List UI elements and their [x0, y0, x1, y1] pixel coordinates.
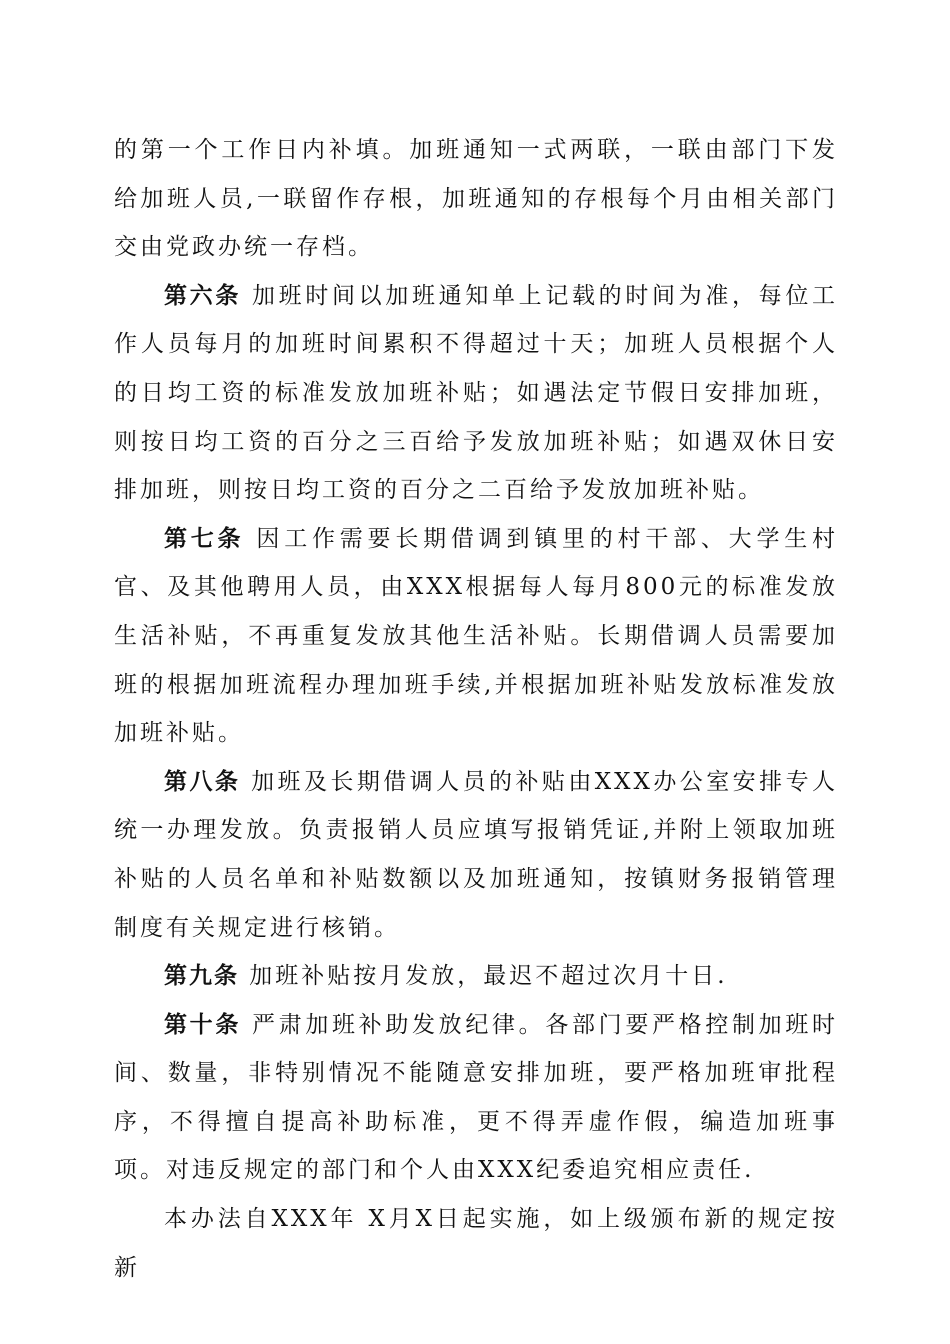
article-7 [114, 515, 838, 758]
paragraph-text: 本办法自XXX年 X月X日起实施，如上级颁布新的规定按新 [114, 1206, 838, 1281]
article-heading: 第六条 [164, 282, 242, 309]
article-8 [114, 758, 838, 952]
document-body [114, 126, 838, 1292]
article-heading: 第九条 [164, 963, 239, 990]
article-text: 加班补贴按月发放，最迟不超过次月十日. [239, 963, 728, 990]
article-heading: 第十条 [164, 1011, 242, 1038]
article-text: 加班时间以加班通知单上记载的时间为准，每位工作人员每月的加班时间累积不得超过十天；加班人员根据个人的日均工资的标准发放加班补贴；如遇法定节假日安排加班，则按日均工资的百分之三百给予发放加班补贴；如遇双休日安排加班，则按日均工资的百分之二百给予发放加班补贴。 [114, 282, 839, 504]
article-10 [114, 1001, 838, 1195]
paragraph-text: 的第一个工作日内补填。加班通知一式两联，一联由部门下发给加班人员,一联留作存根，加班通知的存根每个月由相关部门交由党政办统一存档。 [114, 137, 838, 261]
effective-date-paragraph [114, 1195, 838, 1292]
article-6 [114, 272, 838, 515]
article-text: 严肃加班补助发放纪律。各部门要严格控制加班时间、数量，非特别情况不能随意安排加班，要严格加班审批程序，不得擅自提高补助标准，更不得弄虚作假，编造加班事项。对违反规定的部门和个人由XXX纪委追究相应责任. [114, 1011, 839, 1184]
article-heading: 第八条 [164, 768, 241, 795]
paragraph-continuation [114, 126, 838, 272]
article-text: 因工作需要长期借调到镇里的村干部、大学生村官、及其他聘用人员，由XXX根据每人每月800元的标准发放生活补贴，不再重复发放其他生活补贴。长期借调人员需要加班的根据加班流程办理加班手续,并根据加班补贴发放标准发放加班补贴。 [114, 525, 839, 747]
article-text: 加班及长期借调人员的补贴由XXX办公室安排专人统一办理发放。负责报销人员应填写报销凭证,并附上领取加班补贴的人员名单和补贴数额以及加班通知，按镇财务报销管理制度有关规定进行核销。 [114, 768, 839, 941]
article-heading: 第七条 [164, 525, 245, 552]
article-9 [114, 952, 838, 1001]
